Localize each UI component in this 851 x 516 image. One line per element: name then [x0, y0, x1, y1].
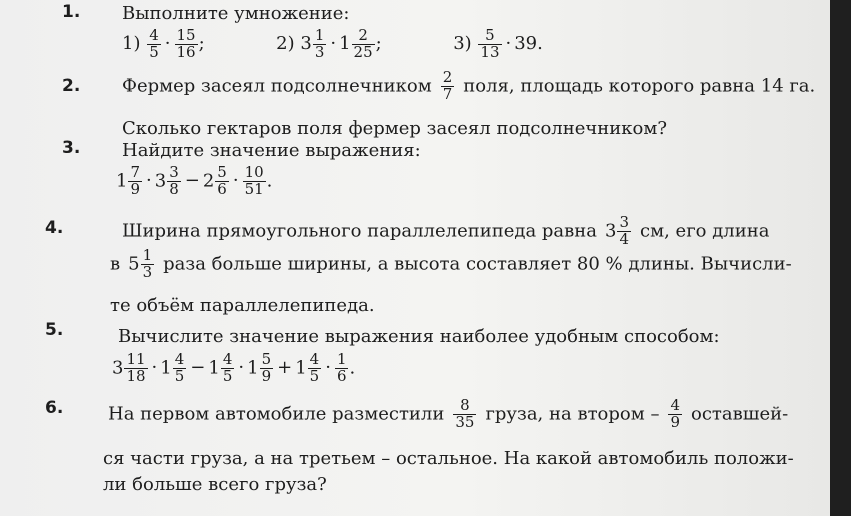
task-6-line-3: ли больше всего груза? — [103, 474, 327, 495]
fraction: $\frac{15}{16}$ — [176, 26, 196, 61]
fraction: $\frac{1}{3}$ — [314, 26, 325, 61]
fraction: $\frac{5}{13}$ — [480, 26, 500, 61]
fraction: $\frac{4}{5}$ — [149, 26, 159, 61]
task-2-line-2: Сколько гектаров поля фермер засеял подсолнечником? — [122, 118, 667, 139]
task-4-number: 4. — [45, 218, 64, 238]
fraction: $\frac{4}{9}$ — [670, 396, 680, 431]
task-6-line-1: На первом автомобиле разместили $\frac{8}{35}$ груза, на втором – $\frac{4}{9}$ оставшей- — [108, 396, 789, 431]
task-5-number: 5. — [45, 320, 64, 340]
fraction: $\frac{4}{5}$ — [309, 350, 320, 385]
task-4-line-3: те объём параллелепипеда. — [110, 295, 375, 316]
fraction: $\frac{3}{4}$ — [619, 213, 630, 248]
task-5-expression: 3 $\frac{11}{18}$ · 1 $\frac{4}{5}$ − 1 $\frac{4}{5}$ · 1 $\frac{5}{9}$ + 1 $\frac{4}{5}$ · $\frac{1}{6}$ . — [112, 350, 356, 385]
task-3-text: Найдите значение выражения: — [122, 140, 421, 161]
fraction: $\frac{4}{5}$ — [222, 350, 233, 385]
task-2-line-1: Фермер засеял подсолнечником $\frac{2}{7}$ поля, площадь которого равна 14 га. — [122, 68, 816, 103]
fraction: $\frac{1}{6}$ — [336, 350, 347, 385]
task-6-number: 6. — [45, 398, 64, 418]
fraction: $\frac{5}{6}$ — [217, 163, 227, 198]
task-2-number: 2. — [62, 76, 81, 96]
task-1-problem-2: 2) 3 $\frac{1}{3}$ · 1 $\frac{2}{25}$ ; — [276, 26, 382, 61]
task-5-text: Вычислите значение выражения наиболее удобным способом: — [118, 326, 720, 347]
fraction: $\frac{2}{25}$ — [353, 26, 373, 61]
fraction: $\frac{2}{7}$ — [442, 68, 453, 103]
fraction: $\frac{7}{9}$ — [130, 163, 140, 198]
fraction: $\frac{11}{18}$ — [126, 350, 146, 385]
fraction: $\frac{5}{9}$ — [261, 350, 272, 385]
fraction: $\frac{3}{8}$ — [169, 163, 179, 198]
fraction: $\frac{10}{51}$ — [244, 163, 264, 198]
task-1-problem-1: 1) $\frac{4}{5}$ · $\frac{15}{16}$ ; — [122, 26, 205, 61]
task-1-problem-3: 3) $\frac{5}{13}$ · 39. — [453, 26, 543, 61]
fraction: $\frac{4}{5}$ — [174, 350, 185, 385]
task-4-line-2: в 5 $\frac{1}{3}$ раза больше ширины, а высота составляет 80 % длины. Вычисли- — [110, 246, 792, 281]
fraction: $\frac{8}{35}$ — [455, 396, 475, 431]
task-1-number: 1. — [62, 2, 81, 22]
task-6-line-2: ся части груза, а на третьем – остальное. На какой автомобиль положи- — [103, 448, 794, 469]
task-4-line-1: Ширина прямоугольного параллелепипеда равна 3 $\frac{3}{4}$ см, его длина — [122, 213, 770, 248]
task-3-number: 3. — [62, 138, 81, 158]
task-1-problems — [122, 28, 543, 61]
task-1-text: Выполните умножение: — [122, 3, 350, 24]
task-3-expression: 1 $\frac{7}{9}$ · 3 $\frac{3}{8}$ − 2 $\frac{5}{6}$ · $\frac{10}{51}$ . — [116, 163, 273, 198]
fraction: $\frac{1}{3}$ — [142, 246, 153, 281]
